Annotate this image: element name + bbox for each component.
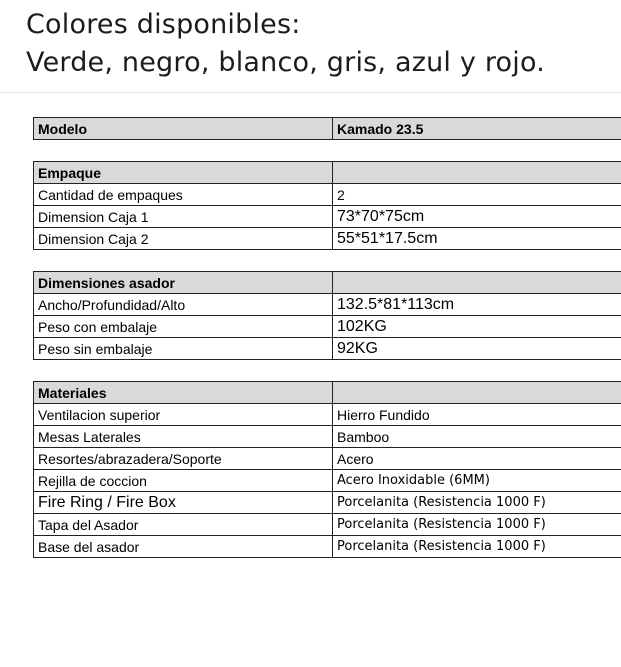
row-label: Tapa del Asador [34,514,333,536]
row-value: Acero Inoxidable (6MM) [333,470,621,492]
row-value: 102KG [333,316,621,338]
table-row [34,206,621,228]
row-label: Ancho/Profundidad/Alto [34,294,333,316]
spacer-row [34,250,621,272]
row-label: Mesas Laterales [34,426,333,448]
model-label: Modelo [34,118,333,140]
row-value: Porcelanita (Resistencia 1000 F) [333,514,621,536]
section-title: Empaque [34,162,333,184]
table-row [34,536,621,558]
table-row [34,492,621,514]
row-value: 92KG [333,338,621,360]
colors-heading [26,6,545,82]
table-row [34,338,621,360]
colors-heading-title: Colores disponibles: [26,9,301,40]
row-label: Ventilacion superior [34,404,333,426]
section-header-materiales [34,382,621,404]
row-value: Acero [333,448,621,470]
spec-table [33,117,621,558]
divider [0,92,621,93]
spacer-row [34,360,621,382]
table-row [34,514,621,536]
table-row [34,426,621,448]
row-label: Peso con embalaje [34,316,333,338]
colors-list: Verde, negro, blanco, gris, azul y rojo. [26,47,546,78]
row-value: 2 [333,184,621,206]
table-row [34,470,621,492]
row-label: Dimension Caja 2 [34,228,333,250]
table-row [34,184,621,206]
row-label: Dimension Caja 1 [34,206,333,228]
model-row [34,118,621,140]
row-label: Cantidad de empaques [34,184,333,206]
row-value: Bamboo [333,426,621,448]
model-value: Kamado 23.5 [333,118,621,140]
row-value: Hierro Fundido [333,404,621,426]
table-row [34,448,621,470]
row-label: Peso sin embalaje [34,338,333,360]
section-header-empaque [34,162,621,184]
table-row [34,294,621,316]
row-value: 55*51*17.5cm [333,228,621,250]
table-row [34,404,621,426]
row-value: 73*70*75cm [333,206,621,228]
row-label: Base del asador [34,536,333,558]
section-title: Materiales [34,382,333,404]
spacer-row [34,140,621,162]
row-value: Porcelanita (Resistencia 1000 F) [333,492,621,514]
row-label: Fire Ring / Fire Box [34,492,333,514]
table-row [34,316,621,338]
row-label: Resortes/abrazadera/Soporte [34,448,333,470]
row-label: Rejilla de coccion [34,470,333,492]
row-value: 132.5*81*113cm [333,294,621,316]
section-title: Dimensiones asador [34,272,333,294]
row-value: Porcelanita (Resistencia 1000 F) [333,536,621,558]
section-header-dimensiones [34,272,621,294]
table-row [34,228,621,250]
